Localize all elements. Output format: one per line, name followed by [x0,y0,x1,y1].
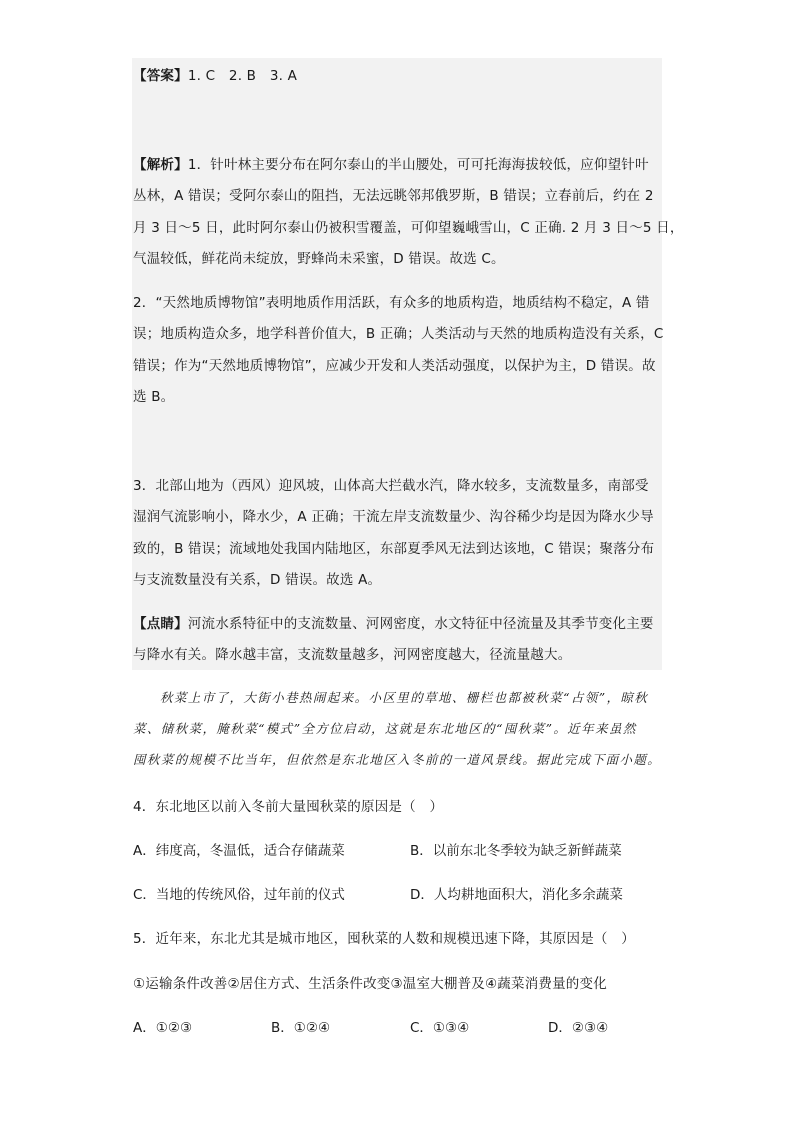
analysis-q3-line-1: 3．北部山地为（西风）迎风坡，山体高大拦截水汽，降水较多，支流数量多，南部受 [133,478,649,494]
insight-line-2: 与降水有关。降水越丰富，支流数量越多，河网密度越大，径流量越大。 [133,647,572,663]
answer-line [133,66,297,86]
q4-option-c[interactable]: C．当地的传统风俗，过年前的仪式 [133,887,345,903]
analysis-q1-line-1 [133,155,649,175]
passage-line-3: 囤秋菜的规模不比当年，但依然是东北地区入冬前的一道风景线。据此完成下面小题。 [133,752,662,767]
insight-text-1: 河流水系特征中的支流数量、河网密度，水文特征中径流量及其季节变化主要 [187,616,654,632]
q5-option-c[interactable]: C．①③④ [410,1020,470,1036]
q4-stem: 4．东北地区以前入冬前大量囤秋菜的原因是（ ） [133,799,444,815]
analysis-q3-line-3: 致的，B 错误；流域地处我国内陆地区，东部夏季风无法到达该地，C 错误；聚落分布 [133,541,655,557]
q4-option-b[interactable]: B．以前东北冬季较为缺乏新鲜蔬菜 [410,843,622,859]
analysis-q1-line-4: 气温较低，鲜花尚未绽放，野蜂尚未采蜜，D 错误。故选 C。 [133,251,505,267]
q5-option-d[interactable]: D．②③④ [548,1020,609,1036]
q5-factors: ①运输条件改善②居住方式、生活条件改变③温室大棚普及④蔬菜消费量的变化 [133,976,607,992]
analysis-q2-line-4: 选 B。 [133,389,175,405]
analysis-q2-line-2: 误；地质构造众多，地学科普价值大，B 正确；人类活动与天然的地质构造没有关系，C [133,326,664,342]
insight-label: 【点睛】 [133,616,188,632]
q5-option-b[interactable]: B．①②④ [271,1020,331,1036]
analysis-q3-line-4: 与支流数量没有关系，D 错误。故选 A。 [133,572,382,588]
analysis-q1-line-3: 月 3 日～5 日，此时阿尔泰山仍被积雪覆盖，可仰望巍峨雪山，C 正确. 2 月 3 日～5 日， [133,220,684,236]
q4-option-d[interactable]: D．人均耕地面积大，消化多余蔬菜 [410,887,623,903]
analysis-q3-line-2: 湿润气流影响小，降水少，A 正确；干流左岸支流数量少、沟谷稀少均是因为降水少导 [133,509,654,525]
passage-line-2: 菜、储秋菜，腌秋菜“模式”全方位启动，这就是东北地区的“囤秋菜”。近年来虽然 [133,721,637,736]
q4-option-a[interactable]: A．纬度高，冬温低，适合存储蔬菜 [133,843,345,859]
analysis-q2-line-3: 错误；作为“天然地质博物馆”，应减少开发和人类活动强度，以保护为主，D 错误。故 [133,358,656,374]
analysis-q2-line-1: 2．“天然地质博物馆”表明地质作用活跃，有众多的地质构造，地质结构不稳定，A 错 [133,295,650,311]
answer-label: 【答案】 [133,68,188,84]
q5-option-a[interactable]: A．①②③ [133,1020,193,1036]
analysis-label: 【解析】 [133,157,188,173]
passage-line-1: 秋菜上市了，大街小巷热闹起来。小区里的草地、栅栏也都被秋菜“占领”，晾秋 [160,690,649,705]
q5-stem: 5．近年来，东北尤其是城市地区，囤秋菜的人数和规模迅速下降，其原因是（ ） [133,931,635,947]
analysis-q1-text-1: 1．针叶林主要分布在阿尔泰山的半山腰处，可可托海海拔较低，应仰望针叶 [187,157,649,173]
insight-line-1 [133,614,654,634]
analysis-q1-line-2: 丛林，A 错误；受阿尔泰山的阻挡，无法远眺邻邦俄罗斯，B 错误；立春前后，约在 2 [133,188,654,204]
answer-text: 1. C 2. B 3. A [187,68,298,84]
